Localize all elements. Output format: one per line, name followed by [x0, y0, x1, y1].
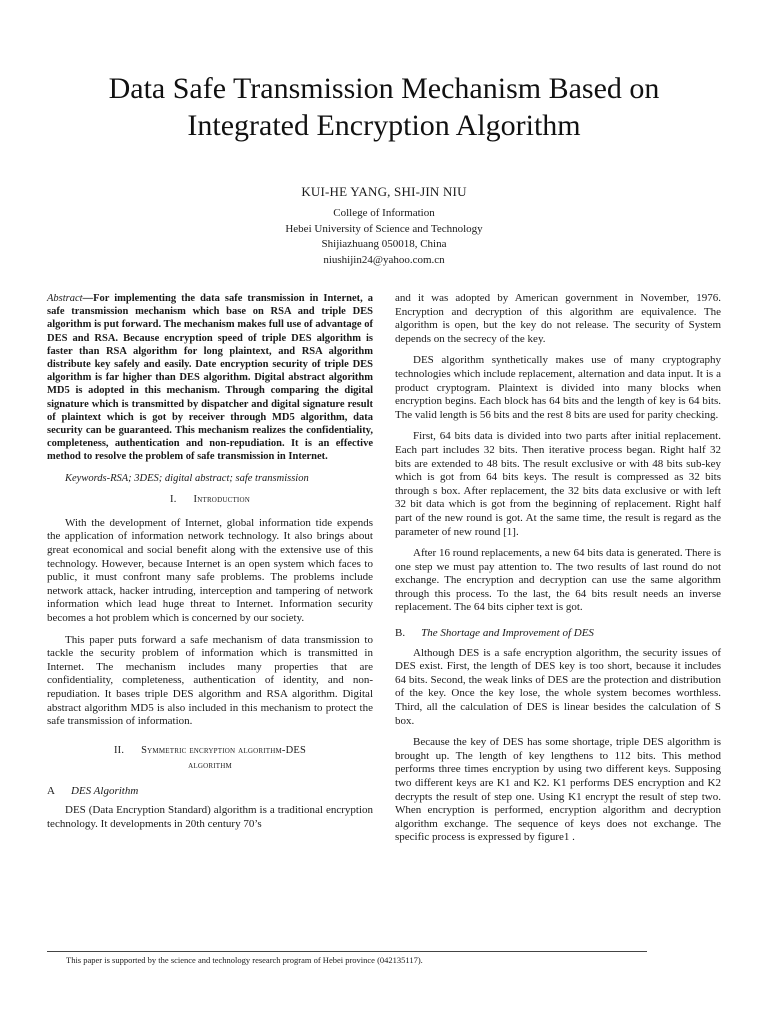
- subsection-heading-b: [395, 627, 721, 641]
- affiliation: [40, 206, 728, 268]
- footnote: This paper is supported by the science and technology research program of Hebei province (042135117).: [66, 955, 423, 965]
- section-heading-des: [47, 743, 373, 773]
- section-heading-des-line-1: [47, 743, 373, 758]
- authors: KUI-HE YANG, SHI-JIN NIU: [301, 184, 467, 199]
- affiliation-email: niushijin24@yahoo.com.cn: [323, 253, 445, 266]
- abstract-text: For implementing the data safe transmission in Internet, a safe transmission mechanism which base on RSA and triple DES algorithm is put forward. The mechanism makes full use of advantage of DES and RSA. Because encryption speed of triple DES algorithm is faster than RSA algorithm for long plaintext, and RSA algorithm distribute key safely and easily. Date encryption security of triple DES algorithm is far higher than DES algorithm. Digital abstract algorithm MD5 is adopted in this mechanism. Through comparing the digital signature which is transmitted by dispatcher and digital signature result of plaintext which is got by receiver through MD5 algorithm, data security can be guaranteed. This mechanism realizes the confidentiality, completeness, authentication and non-repudiation. It is an effective method to resolve the problem of safe transmission in Internet.: [47, 293, 373, 463]
- subsection-heading-a: [47, 785, 373, 799]
- abstract-label: Abstract: [47, 293, 83, 304]
- section-title-line-2: algorithm: [188, 759, 232, 771]
- des-paragraph-4: After 16 round replacements, a new 64 bits data is generated. There is one step we must pay attention to. The two results of last round do not exchange. The encryption and decryption can use the same algorithm through this process. To the last, the 64 bits result needs an inverse replacement. The 64 bits cipher text is got.: [395, 547, 721, 614]
- des-paragraph-1: DES (Data Encryption Standard) algorithm is a traditional encryption technology. It developments in 20th century 70’s: [47, 804, 373, 830]
- right-column: [395, 292, 721, 853]
- subsection-number: A: [47, 784, 55, 797]
- des-shortage-paragraph-2: Because the key of DES has some shortage, triple DES algorithm is brought up. The length of key lengthens to 112 bits. This method performs three times encryption by using two different keys. Supposing two different keys are K1 and K2. K1 performs DES encryption and K2 decrypts the result of step one. Using K1 encrypt the result of step two. When encryption is performed, encryption algorithm and decryption algorithm exchange. The sequence of keys does not exchange. The specific process is expressed by figure1 .: [395, 736, 721, 844]
- affiliation-city: Shijiazhuang 050018, China: [321, 238, 447, 250]
- abstract-dash: —: [82, 293, 94, 304]
- keywords: Keywords-RSA; 3DES; digital abstract; safe transmission: [65, 472, 309, 484]
- abstract: [47, 292, 373, 464]
- paper-title-line-1: Data Safe Transmission Mechanism Based on: [108, 72, 660, 105]
- subsection-title: DES Algorithm: [70, 784, 139, 797]
- section-heading-introduction: [47, 493, 373, 507]
- des-paragraph-3: First, 64 bits data is divided into two parts after initial replacement. Each part includes 32 bits. Then iterative process began. Right half 32 bits are extended to 48 bits. The result exclusive or with 48 bits sub-key which is got from 64 bits keys. The result is compressed as 32 bits through s box. After replacement, the 32 bits data exclusive or with left 32 bit data which is got from the beginning of replacement. Right half part of the new round is got. At the same time, the result is regard as the parameter of new round [1].: [395, 430, 721, 538]
- left-column: [47, 292, 373, 840]
- subsection-number: B.: [395, 627, 406, 640]
- intro-paragraph-1: With the development of Internet, global information tide expends the application of information network technology. It also brings about great economical and social benefit along with the extensive use of this technology. However, because Internet is an open system which faces to public, it must confront many safe problems. The problems include network attack, hacker intruding, interception and tampering of network information which lead huge threat to Internet. Information security becomes a hot problem which is concerned by our society.: [47, 516, 373, 624]
- affiliation-dept: College of Information: [333, 207, 435, 219]
- des-paragraph-continued: and it was adopted by American government in November, 1976. Encryption and decryption of this algorithm are equivalence. The algorithm is open, but the key do not release. The security of System depends on the secrecy of the key.: [395, 292, 721, 345]
- footnote-divider: [47, 951, 647, 952]
- paper-title-line-2: Integrated Encryption Algorithm: [187, 109, 581, 142]
- subsection-title: The Shortage and Improvement of DES: [421, 627, 594, 640]
- intro-paragraph-2: This paper puts forward a safe mechanism of data transmission to tackle the security problem of information which is transmitted in Internet. The mechanism includes many properties that are confidentiality, completeness, authentication of identity, and non-repudiation. It bases triple DES algorithm and RSA algorithm. Digital abstract algorithm MD5 is also included in this mechanism to protect the safe transmission of information.: [47, 633, 373, 728]
- section-number: II.: [113, 744, 125, 756]
- section-title: Introduction: [193, 494, 250, 506]
- section-title-line-1: Symmetric encryption algorithm-DES: [141, 744, 307, 756]
- section-number: I.: [170, 494, 177, 506]
- des-paragraph-2: DES algorithm synthetically makes use of many cryptography technologies which include replacement, alternation and data input. It is a product cryptogram. Plaintext is divided into many blocks when encryption begins. Each block has 64 bits and the length of key is 64 bits. The valid length is 56 bits and the rest 8 bits are used for parity checking.: [395, 354, 721, 421]
- paper-title: [40, 70, 728, 144]
- des-shortage-paragraph-1: Although DES is a safe encryption algorithm, the security issues of DES exist. First, the length of DES key is too short, because it includes 64 bits. Second, the weak links of DES are the protection and distribution of the key. Once the key lose, the whole system becomes worthless. Third, all the calculation of DES is linear besides the calculation of S box.: [395, 646, 721, 727]
- affiliation-university: Hebei University of Science and Technology: [285, 222, 483, 235]
